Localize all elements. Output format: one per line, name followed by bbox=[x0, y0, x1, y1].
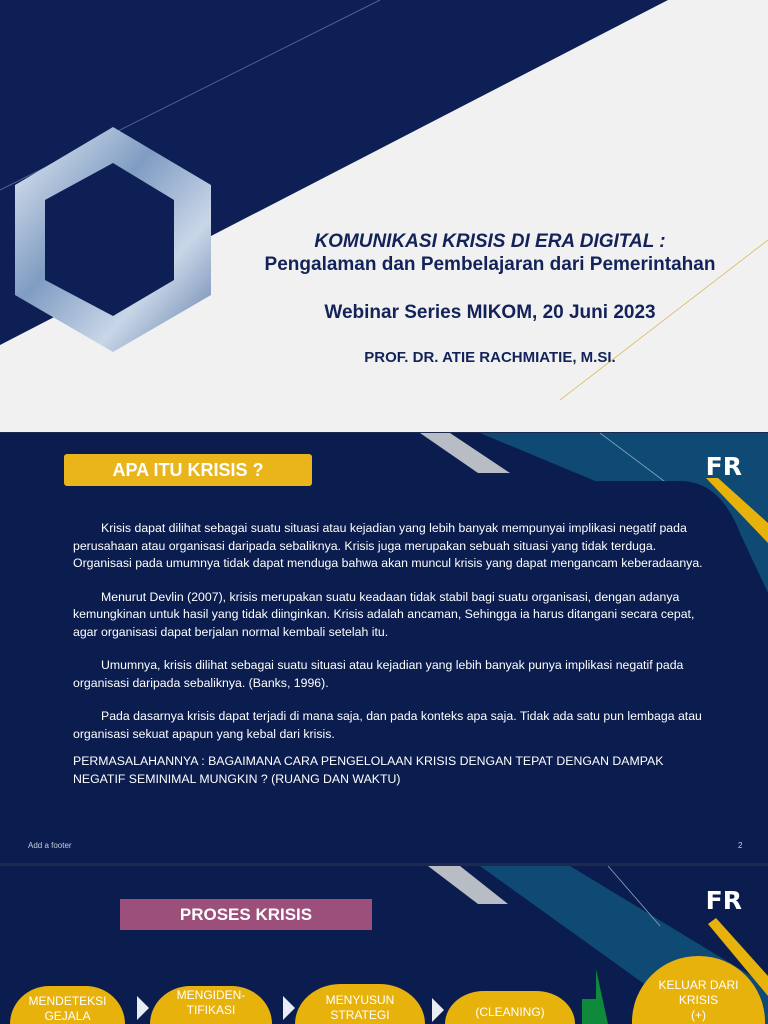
footer-text: Add a footer bbox=[28, 841, 72, 850]
step-label: (CLEANING) bbox=[475, 1005, 545, 1019]
step-label: STRATEGI bbox=[330, 1008, 390, 1022]
step-detect bbox=[10, 986, 125, 1024]
arrow-right-icon bbox=[137, 996, 149, 1020]
step-label: (+) bbox=[691, 1008, 706, 1022]
paragraph: Menurut Devlin (2007), krisis merupakan suatu keadaan tidak stabil bagi suatu organisasi, dengan adanya kemungkinan untuk hasil yang tidak diinginkan. Krisis adalah ancaman, Sehingga ia harus ditangani secara cepat, agar organisasi dapat berjalan normal kembali setelah itu. bbox=[73, 589, 695, 639]
green-arrow-icon bbox=[582, 969, 608, 1024]
step-label: KELUAR DARI bbox=[658, 978, 739, 992]
step-label: MENGIDEN- bbox=[176, 988, 246, 1002]
process-slide bbox=[0, 866, 768, 1024]
event-label: Webinar Series MIKOM, 20 Juni 2023 bbox=[324, 302, 656, 323]
slide-heading: APA ITU KRISIS ? bbox=[64, 454, 312, 486]
slide-heading: PROSES KRISIS bbox=[120, 899, 372, 930]
step-label: MENYUSUN bbox=[325, 993, 395, 1007]
step-identify bbox=[150, 986, 272, 1024]
arrow-right-icon bbox=[283, 996, 295, 1020]
paragraph: Umumnya, krisis dilihat sebagai suatu situasi atau kejadian yang lebih banyak punya implikasi negatif pada organisasi daripada sebaliknya. (Banks, 1996). bbox=[73, 658, 684, 690]
title-line-2: Pengalaman dan Pembelajaran dari Pemerintahan bbox=[264, 254, 716, 275]
slide-body bbox=[73, 520, 713, 804]
problem-statement: PERMASALAHANNYA : BAGAIMANA CARA PENGELOLAAN KRISIS DENGAN TEPAT DENGAN DAMPAK NEGATIF SEMINIMAL MUNGKIN ? (RUANG DAN WAKTU) bbox=[73, 754, 664, 786]
fr-logo: FR bbox=[705, 452, 742, 481]
step-cleaning bbox=[445, 991, 575, 1024]
step-label: KRISIS bbox=[678, 993, 719, 1007]
fr-logo: FR bbox=[705, 886, 742, 915]
definition-slide bbox=[0, 433, 768, 863]
page-number: 2 bbox=[738, 841, 743, 850]
arrow-right-icon bbox=[432, 998, 444, 1022]
step-label: TIFIKASI bbox=[186, 1003, 236, 1017]
author-name: PROF. DR. ATIE RACHMIATIE, M.SI. bbox=[364, 349, 616, 366]
title-slide bbox=[0, 0, 768, 432]
paragraph: Krisis dapat dilihat sebagai suatu situasi atau kejadian yang lebih banyak mempunyai implikasi negatif pada perusahaan atau organisasi daripada sebaliknya. Krisis juga merupakan sebuah situasi yang tidak terduga. Organisasi pada umumnya tidak dapat menduga bahwa akan muncul krisis yang dapat mengancam keberadaanya. bbox=[73, 521, 703, 570]
step-label: GEJALA bbox=[44, 1009, 91, 1023]
title-line-1: KOMUNIKASI KRISIS DI ERA DIGITAL : bbox=[314, 231, 666, 252]
paragraph: Pada dasarnya krisis dapat terjadi di mana saja, dan pada konteks apa saja. Tidak ada satu pun lembaga atau organisasi sekuat apapun yang kebal dari krisis. bbox=[73, 709, 702, 741]
step-label: MENDETEKSI bbox=[28, 994, 107, 1008]
title-slide-background bbox=[0, 0, 768, 432]
